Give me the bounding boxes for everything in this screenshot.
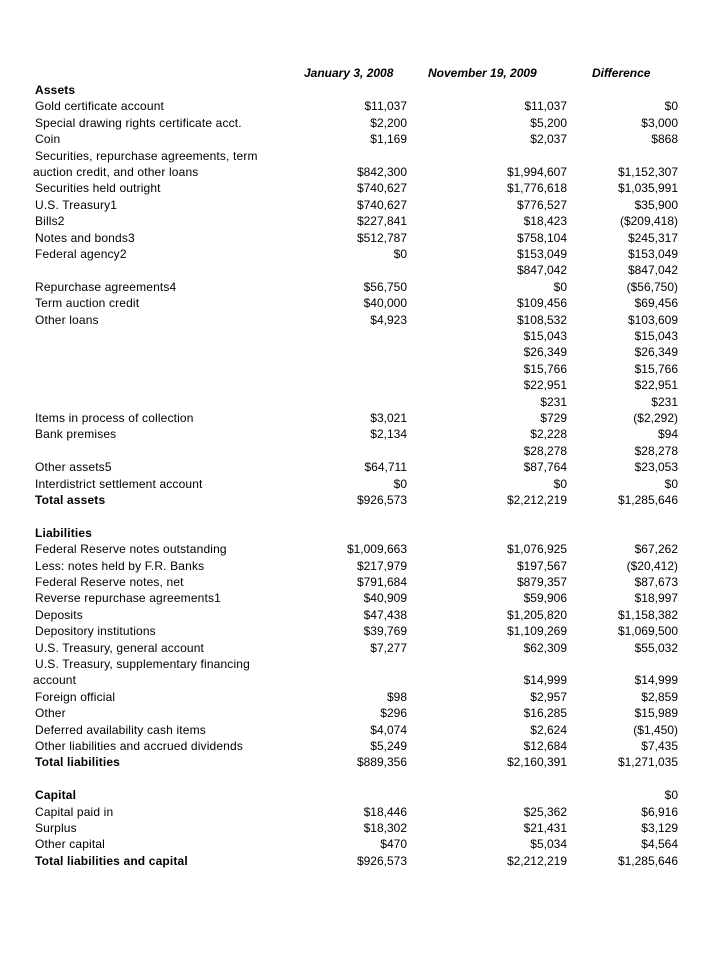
value-difference: $0 [664, 476, 678, 491]
value-january-2008: $2,200 [370, 115, 407, 130]
value-difference: $6,916 [641, 804, 678, 819]
row-label: Federal Reserve notes outstanding [35, 542, 227, 557]
value-november-2009: $1,776,618 [506, 181, 567, 196]
value-november-2009: $25,362 [523, 804, 567, 819]
row-label: U.S. Treasury, supplementary financing [35, 657, 250, 671]
table-row [0, 640, 720, 656]
value-january-2008: $1,169 [370, 132, 407, 147]
value-january-2008: $40,000 [363, 296, 407, 311]
value-november-2009: $5,200 [530, 115, 567, 130]
value-november-2009: $59,906 [523, 591, 567, 606]
value-november-2009: $153,049 [516, 247, 567, 261]
row-label: Other loans [35, 312, 99, 327]
value-difference: $153,049 [627, 247, 678, 261]
value-november-2009: $14,999 [523, 673, 567, 688]
row-label: Other liabilities and accrued dividends [35, 739, 243, 753]
table-row [0, 98, 720, 114]
table-row [0, 787, 720, 803]
value-january-2008: $98 [386, 689, 407, 704]
value-january-2008: $2,134 [370, 427, 407, 442]
row-label: Securities held outright [35, 181, 161, 196]
table-row [0, 541, 720, 557]
row-label: Special drawing rights certificate acct. [35, 115, 242, 130]
value-difference: $69,456 [634, 296, 678, 311]
row-label: Deposits [35, 607, 83, 622]
value-difference: $7,435 [641, 739, 678, 753]
table-row [0, 820, 720, 836]
value-november-2009: $5,034 [530, 837, 567, 852]
value-january-2008: $0 [393, 476, 407, 491]
value-january-2008: $4,923 [370, 312, 407, 327]
value-november-2009: $1,994,607 [506, 165, 567, 179]
row-label: Surplus [35, 821, 77, 835]
row-label: Foreign official [35, 689, 116, 704]
section-heading: Total liabilities [35, 755, 121, 770]
row-label: U.S. Treasury, general account [35, 640, 205, 655]
value-difference: $1,285,646 [617, 493, 678, 507]
row-label: Bills2 [35, 214, 65, 229]
value-difference: $35,900 [634, 197, 678, 212]
value-difference: ($56,750) [626, 279, 678, 294]
value-november-2009: $197,567 [516, 558, 567, 573]
table-row [0, 213, 720, 229]
row-label: Other capital [35, 837, 105, 852]
value-november-2009: $1,205,820 [506, 607, 567, 622]
value-difference: $26,349 [634, 345, 678, 360]
value-november-2009: $87,764 [523, 460, 567, 475]
value-difference: $868 [651, 132, 678, 147]
row-label: U.S. Treasury1 [35, 197, 118, 212]
value-january-2008: $18,446 [363, 804, 407, 819]
value-january-2008: $217,979 [356, 558, 407, 573]
value-january-2008: $40,909 [363, 591, 407, 606]
table-row [0, 410, 720, 426]
value-january-2008: $5,249 [370, 739, 407, 753]
value-difference: $67,262 [634, 542, 678, 557]
value-november-2009: $0 [553, 476, 567, 491]
row-label: Gold certificate account [35, 99, 164, 114]
table-row [0, 722, 720, 738]
section-heading: Liabilities [35, 525, 92, 540]
value-november-2009: $15,766 [523, 361, 567, 376]
table-row [0, 426, 720, 442]
value-november-2009: $2,624 [530, 722, 567, 737]
value-difference: ($209,418) [619, 214, 678, 229]
column-header-difference: Difference [592, 66, 651, 80]
table-row [0, 607, 720, 623]
section-heading: Total liabilities and capital [35, 853, 188, 868]
table-row [0, 459, 720, 475]
row-label: Bank premises [35, 427, 117, 442]
row-label: Deferred availability cash items [35, 722, 206, 737]
value-difference: $28,278 [634, 443, 678, 458]
value-january-2008: $56,750 [363, 279, 407, 294]
value-january-2008: $926,573 [356, 853, 407, 868]
row-label: Reverse repurchase agreements1 [35, 591, 221, 606]
value-january-2008: $740,627 [356, 197, 407, 212]
value-november-2009: $22,951 [523, 378, 567, 393]
value-november-2009: $758,104 [516, 230, 567, 245]
value-november-2009: $21,431 [523, 821, 567, 835]
section-heading: Assets [35, 83, 76, 97]
value-difference: $22,951 [634, 378, 678, 393]
value-january-2008: $842,300 [356, 165, 407, 179]
table-row [0, 738, 720, 754]
value-difference: ($20,412) [626, 558, 678, 573]
value-difference: $1,152,307 [617, 165, 678, 179]
section-heading: Total assets [35, 493, 106, 507]
section-heading: Capital [35, 788, 77, 803]
value-difference: $94 [657, 427, 678, 442]
table-row [0, 82, 720, 98]
value-difference: ($1,450) [633, 722, 678, 737]
value-january-2008: $64,711 [364, 460, 407, 475]
value-november-2009: $26,349 [523, 345, 567, 360]
value-january-2008: $7,277 [370, 640, 407, 655]
row-label: Depository institutions [35, 624, 156, 639]
value-january-2008: $3,021 [370, 411, 407, 425]
value-january-2008: $296 [380, 706, 407, 721]
value-november-2009: $12,684 [523, 739, 567, 753]
row-label: Federal Reserve notes, net [35, 575, 184, 589]
table-row [0, 230, 720, 246]
value-difference: $18,997 [634, 591, 678, 606]
value-difference: $847,042 [627, 263, 678, 278]
row-label: Repurchase agreements4 [35, 279, 177, 294]
table-row [0, 180, 720, 196]
table-row [0, 689, 720, 705]
row-label: Interdistrict settlement account [35, 476, 203, 491]
value-difference: $2,859 [641, 689, 678, 704]
value-difference: $1,271,035 [617, 755, 678, 770]
value-november-2009: $776,527 [516, 197, 567, 212]
value-november-2009: $0 [553, 279, 567, 294]
table-row [0, 836, 720, 852]
value-november-2009: $109,456 [516, 296, 567, 311]
value-difference: $15,989 [634, 706, 678, 721]
value-november-2009: $729 [540, 411, 567, 425]
value-november-2009: $2,212,219 [506, 493, 567, 507]
value-november-2009: $28,278 [523, 443, 567, 458]
row-label: auction credit, and other loans [33, 165, 199, 179]
value-january-2008: $470 [380, 837, 407, 852]
row-label: Other assets5 [35, 460, 112, 475]
value-difference: $1,069,500 [617, 624, 678, 639]
table-row [0, 853, 720, 869]
value-november-2009: $108,532 [516, 312, 567, 327]
table-row [0, 328, 720, 344]
value-november-2009: $16,285 [523, 706, 567, 721]
row-label: Securities, repurchase agreements, term [35, 148, 258, 163]
table-row [0, 377, 720, 393]
table-row [0, 705, 720, 721]
row-label: account [33, 673, 77, 688]
value-november-2009: $2,228 [530, 427, 567, 442]
table-row [0, 656, 720, 672]
value-january-2008: $4,074 [370, 722, 407, 737]
table-row [0, 623, 720, 639]
value-difference: $0 [664, 788, 678, 803]
value-january-2008: $926,573 [356, 493, 407, 507]
value-january-2008: $1,009,663 [346, 542, 407, 557]
value-november-2009: $11,037 [524, 99, 567, 114]
value-difference: $87,673 [634, 575, 678, 589]
value-difference: $0 [664, 99, 678, 114]
value-difference: $1,158,382 [617, 607, 678, 622]
table-row [0, 344, 720, 360]
value-difference: $15,043 [634, 329, 678, 343]
row-label: Other [35, 706, 66, 721]
table-row [0, 590, 720, 606]
value-january-2008: $512,787 [356, 230, 407, 245]
table-row [0, 295, 720, 311]
table-row [0, 754, 720, 770]
value-november-2009: $231 [540, 394, 567, 409]
table-row [0, 525, 720, 541]
value-november-2009: $2,037 [530, 132, 567, 147]
row-label: Capital paid in [35, 804, 114, 819]
table-row [0, 148, 720, 164]
value-november-2009: $62,309 [523, 640, 567, 655]
value-november-2009: $1,076,925 [506, 542, 567, 557]
value-difference: ($2,292) [633, 411, 678, 425]
table-row [0, 804, 720, 820]
value-january-2008: $47,438 [363, 607, 407, 622]
value-january-2008: $18,302 [363, 821, 407, 835]
value-difference: $1,035,991 [617, 181, 678, 196]
column-header-january-2008: January 3, 2008 [304, 66, 394, 80]
value-november-2009: $2,957 [530, 689, 567, 704]
table-row [0, 131, 720, 147]
table-row [0, 115, 720, 131]
value-difference: $245,317 [627, 230, 678, 245]
value-november-2009: $2,212,219 [506, 853, 567, 868]
row-label: Items in process of collection [35, 411, 194, 425]
row-label: Notes and bonds3 [35, 230, 135, 245]
value-january-2008: $39,769 [363, 624, 407, 639]
value-november-2009: $2,160,391 [506, 755, 567, 770]
value-january-2008: $11,037 [364, 99, 407, 114]
table-row [0, 246, 720, 262]
table-row [0, 394, 720, 410]
table-row [0, 312, 720, 328]
table-row [0, 672, 720, 688]
table-row [0, 262, 720, 278]
table-row [0, 558, 720, 574]
table-row [0, 164, 720, 180]
value-difference: $15,766 [634, 361, 678, 376]
value-january-2008: $740,627 [356, 181, 407, 196]
table-row [0, 443, 720, 459]
value-january-2008: $889,356 [356, 755, 407, 770]
table-row [0, 508, 720, 524]
value-difference: $23,053 [634, 460, 678, 475]
value-november-2009: $879,357 [516, 575, 567, 589]
table-row [0, 771, 720, 787]
value-difference: $3,129 [641, 821, 678, 835]
value-difference: $4,564 [641, 837, 678, 852]
row-label: Term auction credit [35, 296, 140, 311]
table-row [0, 574, 720, 590]
value-difference: $3,000 [641, 115, 678, 130]
value-january-2008: $227,841 [356, 214, 407, 229]
value-november-2009: $847,042 [516, 263, 567, 278]
value-difference: $1,285,646 [617, 853, 678, 868]
table-row [0, 361, 720, 377]
column-header-november-2009: November 19, 2009 [428, 66, 537, 80]
table-row [0, 279, 720, 295]
row-label: Federal agency2 [35, 247, 127, 261]
value-january-2008: $791,684 [356, 575, 407, 589]
value-difference: $14,999 [634, 673, 678, 688]
table-row [0, 476, 720, 492]
row-label: Less: notes held by F.R. Banks [35, 558, 205, 573]
value-difference: $231 [651, 394, 678, 409]
value-difference: $103,609 [627, 312, 678, 327]
table-row [0, 197, 720, 213]
value-difference: $55,032 [634, 640, 678, 655]
value-november-2009: $15,043 [523, 329, 567, 343]
row-label: Coin [35, 132, 61, 147]
value-november-2009: $1,109,269 [506, 624, 567, 639]
value-november-2009: $18,423 [523, 214, 567, 229]
table-row [0, 492, 720, 508]
value-january-2008: $0 [393, 247, 407, 261]
